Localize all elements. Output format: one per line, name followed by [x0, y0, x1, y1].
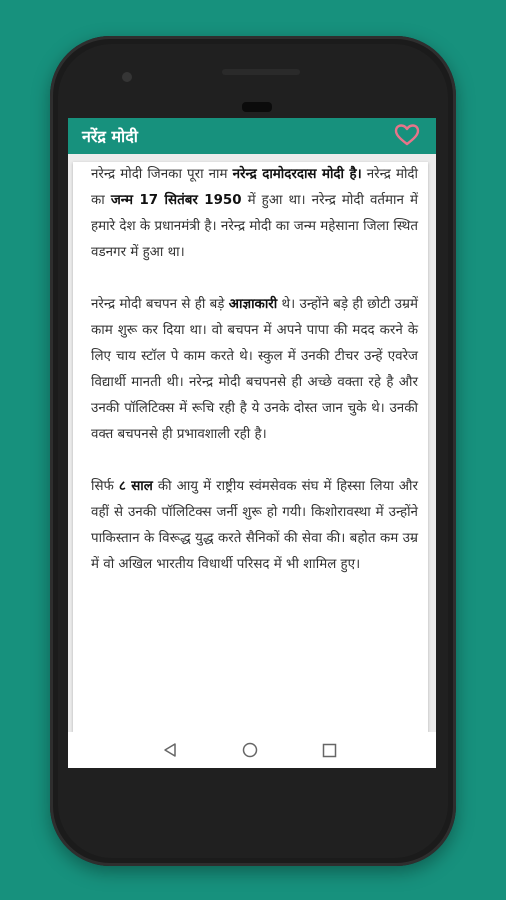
paragraph-birth: नरेन्द्र मोदी जिनका पूरा नाम नरेन्द्र दामोदरदास मोदी है। नरेन्द्र मोदी का जन्म 17 सितंबर 1950 में हुआ था। नरेन्द्र मोदी वर्तमान में हमारे देश के प्रधानमंत्री है। नरेन्द्र मोदी का जन्म महेसाना जिला स्थित वडनगर में हुआ था। [91, 167, 419, 260]
app-screen [68, 118, 436, 768]
heart-outline-icon[interactable] [394, 123, 420, 147]
article-card[interactable] [73, 162, 428, 732]
recents-square-icon[interactable] [322, 743, 337, 758]
app-bar [68, 118, 436, 154]
home-circle-icon[interactable] [242, 742, 258, 758]
earpiece [242, 102, 272, 112]
paragraph-childhood: नरेन्द्र मोदी बचपन से ही बड़े आज्ञाकारी थे। उन्होंने बड़े ही छोटी उम्रमें काम शुरू कर दिया था। वो बचपन में अपने पापा की मदद करने के लिए चाय स्टॉल पे काम करते थे। स्कुल में उनकी टीचर उन्हें एवरेज विद्यार्थी मानती थी। नरेन्द्र मोदी बचपनसे ही अच्छे वक्ता रहे है और उनकी पॉलिटिक्स में रूचि रही है ये उनके दोस्त जान चुके थे। उनकी वक्त बचपनसे ही प्रभावशाली रही है। [91, 297, 418, 442]
page-title: नरेंद्र मोदी [82, 127, 138, 146]
birth-date-bold: जन्म 17 सितंबर 1950 [110, 193, 242, 208]
speaker-grille [222, 69, 300, 75]
article-text [73, 162, 428, 578]
front-camera [122, 72, 132, 82]
paragraph-rss: सिर्फ ८ साल की आयु में राष्ट्रीय स्वंमसेवक संघ में हिस्सा लिया और वहीं से उनकी पॉलिटिक्स जर्नी शुरू हो गयी। किशोरावस्था में उन्होंने पाकिस्तान के विरूद्ध युद्ध करते सैनिकों की सेवा की। बहोत कम उम्र में वो अखिल भारतीय विधार्थी परिसद में भी शामिल हुए। [91, 479, 418, 572]
back-triangle-icon[interactable] [162, 742, 178, 758]
age-bold: ८ साल [118, 479, 153, 494]
obedient-bold: आज्ञाकारी [228, 297, 278, 312]
system-navigation-bar [68, 732, 436, 768]
full-name-bold: नरेन्द्र दामोदरदास मोदी है। [232, 167, 362, 182]
